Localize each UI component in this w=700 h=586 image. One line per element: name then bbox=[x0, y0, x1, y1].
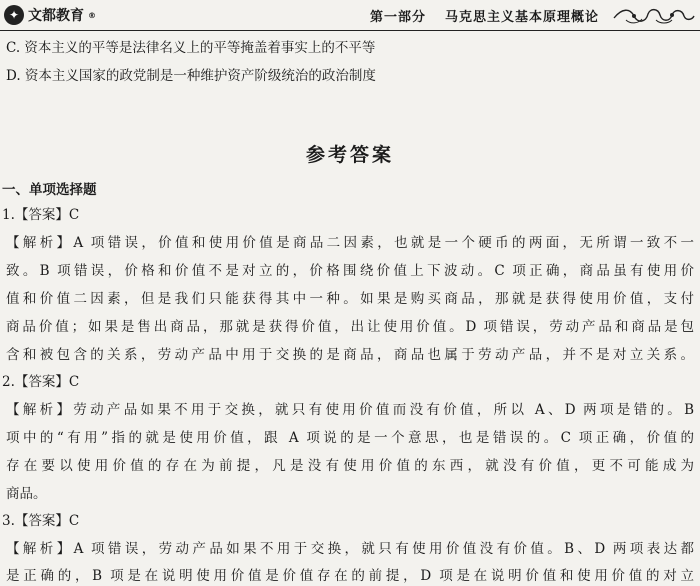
q1-analysis-line: 【解析】A 项错误，价值和使用价值是商品二因素，也就是一个硬币的两面，无所谓一致不一 bbox=[6, 235, 694, 251]
q2-analysis-line: 存在要以使用价值的存在为前提，凡是没有使用价值的东西，就没有价值，更不可能成为 bbox=[6, 458, 694, 474]
page-header bbox=[0, 0, 700, 31]
q1-answer: 1.【答案】C bbox=[2, 207, 80, 223]
answers-heading: 参考答案 bbox=[305, 144, 394, 166]
decorative-flourish-icon bbox=[612, 4, 696, 26]
section-one-title: 一、单项选择题 bbox=[2, 182, 97, 198]
registered-mark: ® bbox=[88, 10, 96, 20]
q1-analysis-line: 致。B 项错误，价格和价值不是对立的，价格围绕价值上下波动。C 项正确，商品虽有使用价 bbox=[6, 263, 694, 279]
q2-analysis-line: 商品。 bbox=[6, 486, 47, 502]
option-d: D. 资本主义国家的政党制是一种维护资产阶级统治的政治制度 bbox=[6, 68, 376, 84]
logo-text: 文都教育 bbox=[28, 8, 84, 24]
logo-emblem-icon: ✦ bbox=[4, 5, 24, 25]
q3-analysis-line: 是正确的，B 项是在说明使用价值是价值存在的前提，D 项是在说明价值和使用价值的对立 bbox=[6, 568, 694, 584]
q2-analysis-line: 项中的“有用”指的就是使用价值，跟 A 项说的是一个意思，也是错误的。C 项正确，价值的 bbox=[6, 430, 694, 446]
section-title: 马克思主义基本原理概论 bbox=[445, 10, 600, 25]
q3-answer: 3.【答案】C bbox=[2, 513, 80, 529]
q1-analysis-line: 值和价值二因素，但是我们只能获得其中一种。如果是购买商品，那就是获得使用价值，支付 bbox=[6, 291, 694, 307]
q3-analysis-line: 【解析】A 项错误，劳动产品如果不用于交换，就只有使用价值没有价值。B、D 两项表达都 bbox=[6, 541, 694, 557]
q1-analysis-line: 商品价值；如果是售出商品，那就是获得价值，出让使用价值。D 项错误，劳动产品和商品是包 bbox=[6, 319, 694, 335]
publisher-logo bbox=[4, 4, 96, 26]
q2-answer: 2.【答案】C bbox=[2, 374, 80, 390]
q2-analysis-line: 【解析】劳动产品如果不用于交换，就只有使用价值而没有价值，所以 A、D 两项是错的。B bbox=[6, 402, 694, 418]
option-c: C. 资本主义的平等是法律名义上的平等掩盖着事实上的不平等 bbox=[6, 40, 376, 56]
q1-analysis-line: 含和被包含的关系，劳动产品中用于交换的是商品，商品也属于劳动产品，并不是对立关系。 bbox=[6, 347, 694, 363]
section-label: 第一部分 bbox=[370, 10, 427, 25]
